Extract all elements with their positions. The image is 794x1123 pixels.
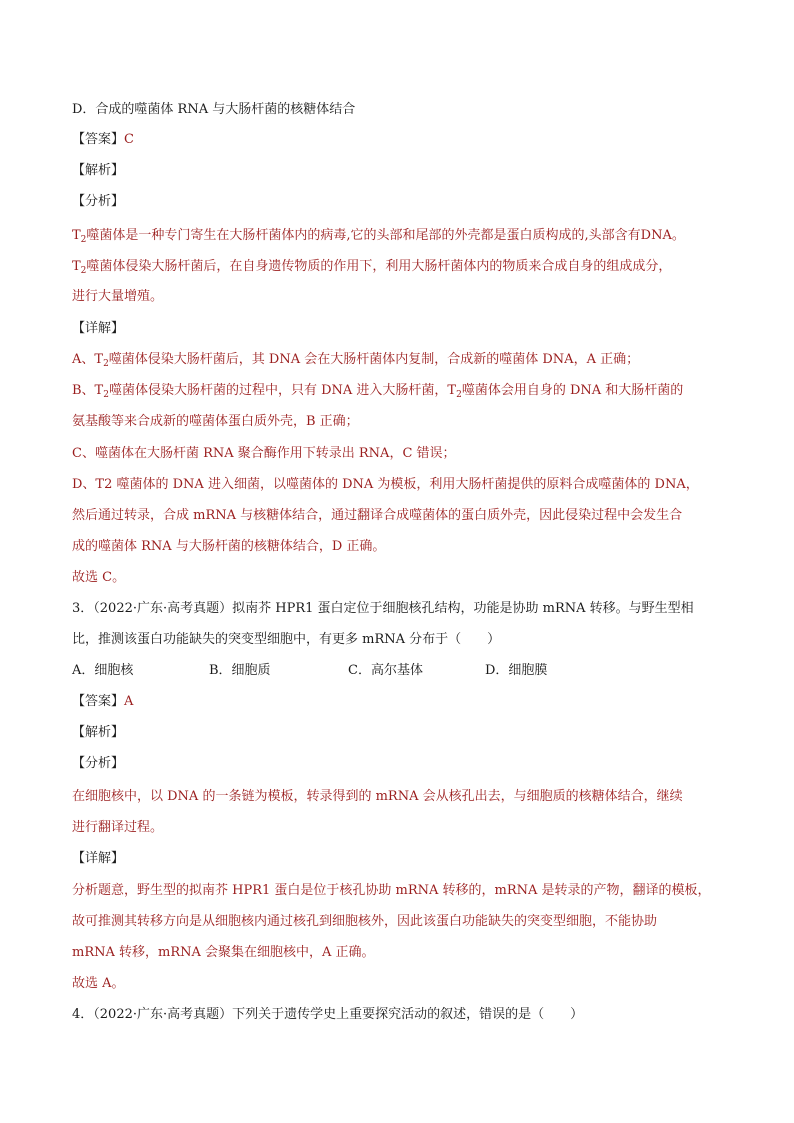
text: A、T	[72, 352, 104, 367]
q3-option-a: A．细胞核	[72, 663, 134, 678]
answer-label: 【答案】	[72, 132, 125, 147]
q3-option-c: C．高尔基体	[348, 663, 423, 678]
text-t: T	[72, 228, 81, 243]
text: B、T	[72, 383, 104, 398]
subscript: 2	[103, 359, 109, 369]
q2-fenxi-label: 【分析】	[72, 194, 125, 209]
q3-stem-line-1: 3．（2022·广东·高考真题）拟南芥 HPR1 蛋白定位于细胞核孔结构，功能是协助 mRNA 转移。与野生型相	[72, 601, 694, 616]
subscript: 2	[80, 266, 87, 276]
q2-detail-c: C、噬菌体在大肠杆菌 RNA 聚合酶作用下转录出 RNA，C 错误；	[72, 446, 456, 461]
answer-value: A	[124, 694, 134, 709]
answer-label: 【答案】	[72, 694, 125, 709]
q2-detail-b-1	[72, 382, 683, 400]
q3-fenxi-line-2: 进行翻译过程。	[72, 820, 164, 835]
subscript: 2	[103, 390, 109, 400]
q3-stem-line-2: 比，推测该蛋白功能缺失的突变型细胞中，有更多 mRNA 分布于（ ）	[72, 632, 501, 647]
text: 噬菌体是一种专门寄生在大肠杆菌体内的病毒,它的头部和尾部的外壳都是蛋白质构成的,头部含有DNA。	[86, 228, 685, 243]
q2-analysis-label: 【解析】	[72, 163, 125, 178]
q2-fenxi-line-2	[72, 258, 671, 276]
q2-fenxi-line-1	[72, 227, 685, 245]
q2-fenxi-line-3: 进行大量增殖。	[72, 289, 164, 304]
subscript: 2	[456, 390, 462, 400]
text: 噬菌体会用自身的 DNA 和大肠杆菌的	[461, 383, 684, 398]
q2-detail-b-2: 氨基酸等来合成新的噬菌体蛋白质外壳，B 正确；	[72, 414, 359, 429]
q2-answer	[72, 131, 134, 149]
q2-option-d: D．合成的噬菌体 RNA 与大肠杆菌的核糖体结合	[72, 102, 356, 117]
q3-fenxi-label: 【分析】	[72, 756, 125, 771]
q2-detail-a	[72, 351, 639, 369]
q3-option-b: B．细胞质	[209, 663, 271, 678]
q4-stem-line-1: 4．（2022·广东·高考真题）下列关于遗传学史上重要探究活动的叙述，错误的是（ ）	[72, 1007, 584, 1022]
text: 噬菌体侵染大肠杆菌的过程中，只有 DNA 进入大肠杆菌，T	[108, 383, 457, 398]
text: 噬菌体侵染大肠杆菌后，其 DNA 会在大肠杆菌体内复制，合成新的噬菌体 DNA，A 正确；	[108, 352, 640, 367]
q2-conclusion: 故选 C。	[72, 570, 126, 585]
q3-option-d: D．细胞膜	[485, 663, 548, 678]
q3-detail-label: 【详解】	[72, 851, 125, 866]
q3-analysis-label: 【解析】	[72, 725, 125, 740]
q2-detail-d-1: D、T2 噬菌体的 DNA 进入细菌，以噬菌体的 DNA 为模板，利用大肠杆菌提供的原料合成噬菌体的 DNA，	[72, 477, 699, 492]
q3-detail-line-1: 分析题意，野生型的拟南芥 HPR1 蛋白是位于核孔协助 mRNA 转移的，mRNA 是转录的产物，翻译的模板，	[72, 883, 711, 898]
q2-detail-label: 【详解】	[72, 321, 125, 336]
text: 噬菌体侵染大肠杆菌后，在自身遗传物质的作用下，利用大肠杆菌体内的物质来合成自身的组成成分，	[86, 259, 672, 274]
q3-detail-line-2: 故可推测其转移方向是从细胞核内通过核孔到细胞核外，因此该蛋白功能缺失的突变型细胞，不能协助	[72, 914, 658, 929]
answer-value: C	[124, 132, 134, 147]
subscript: 2	[80, 235, 87, 245]
q2-detail-d-2: 然后通过转录，合成 mRNA 与核糖体结合，通过翻译合成噬菌体的蛋白质外壳，因此侵染过程中会发生合	[72, 508, 683, 523]
text-t: T	[72, 259, 81, 274]
q3-detail-line-3: mRNA 转移，mRNA 会聚集在细胞核中，A 正确。	[72, 945, 375, 960]
q3-fenxi-line-1: 在细胞核中，以 DNA 的一条链为模板，转录得到的 mRNA 会从核孔出去，与细胞质的核糖体结合，继续	[72, 789, 683, 804]
q3-answer	[72, 693, 133, 711]
q2-detail-d-3: 成的噬菌体 RNA 与大肠杆菌的核糖体结合，D 正确。	[72, 539, 386, 554]
q3-conclusion: 故选 A。	[72, 976, 125, 991]
